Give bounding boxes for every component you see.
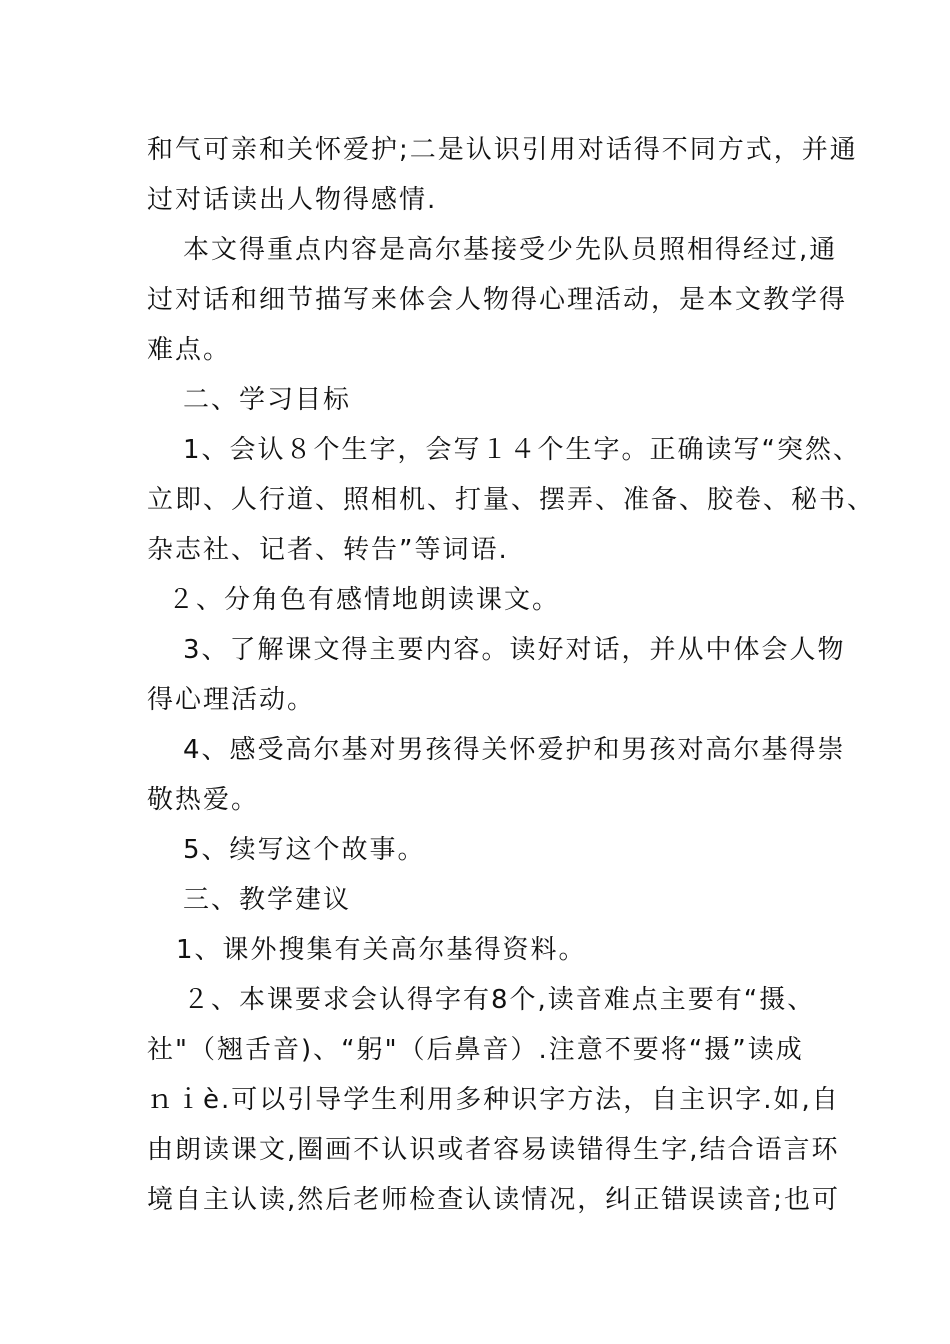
text-line: 杂志社、记者、转告”等词语.	[147, 535, 509, 565]
text-line: 立即、人行道、照相机、打量、摆弄、准备、胶卷、秘书、	[147, 485, 876, 515]
text-line: ２、本课要求会认得字有8个,读音难点主要有“摄、	[183, 985, 816, 1015]
text-line: 和气可亲和关怀爱护;二是认识引用对话得不同方式，并通	[147, 135, 858, 165]
text-line: 4、感受高尔基对男孩得关怀爱护和男孩对高尔基得崇	[183, 735, 846, 765]
text-line: 由朗读课文,圈画不认识或者容易读错得生字,结合语言环	[147, 1135, 840, 1165]
text-line: 过对话读出人物得感情.	[147, 185, 438, 215]
text-line: 得心理活动。	[147, 685, 316, 715]
text-line: 本文得重点内容是高尔基接受少先队员照相得经过,通	[183, 235, 838, 265]
text-line: 过对话和细节描写来体会人物得心理活动，是本文教学得	[147, 285, 848, 315]
text-line: 敬热爱。	[147, 785, 260, 815]
text-line: 难点。	[147, 335, 232, 365]
text-line: 1、会认８个生字，会写１４个生字。正确读写“突然、	[183, 435, 862, 465]
text-line: 5、续写这个故事。	[183, 835, 426, 865]
text-line: ｎｉè.可以引导学生利用多种识字方法，自主识字.如,自	[147, 1085, 840, 1115]
section-heading: 二、学习目标	[183, 385, 352, 415]
text-line: 社"（翘舌音)、“躬"（后鼻音）.注意不要将“摄”读成	[147, 1035, 804, 1065]
text-line: 3、了解课文得主要内容。读好对话，并从中体会人物	[183, 635, 846, 665]
text-line: ２、分角色有感情地朗读课文。	[168, 585, 561, 615]
text-line: 1、课外搜集有关高尔基得资料。	[176, 935, 587, 965]
section-heading: 三、教学建议	[183, 885, 352, 915]
text-line: 境自主认读,然后老师检查认读情况，纠正错误读音;也可	[147, 1185, 841, 1215]
